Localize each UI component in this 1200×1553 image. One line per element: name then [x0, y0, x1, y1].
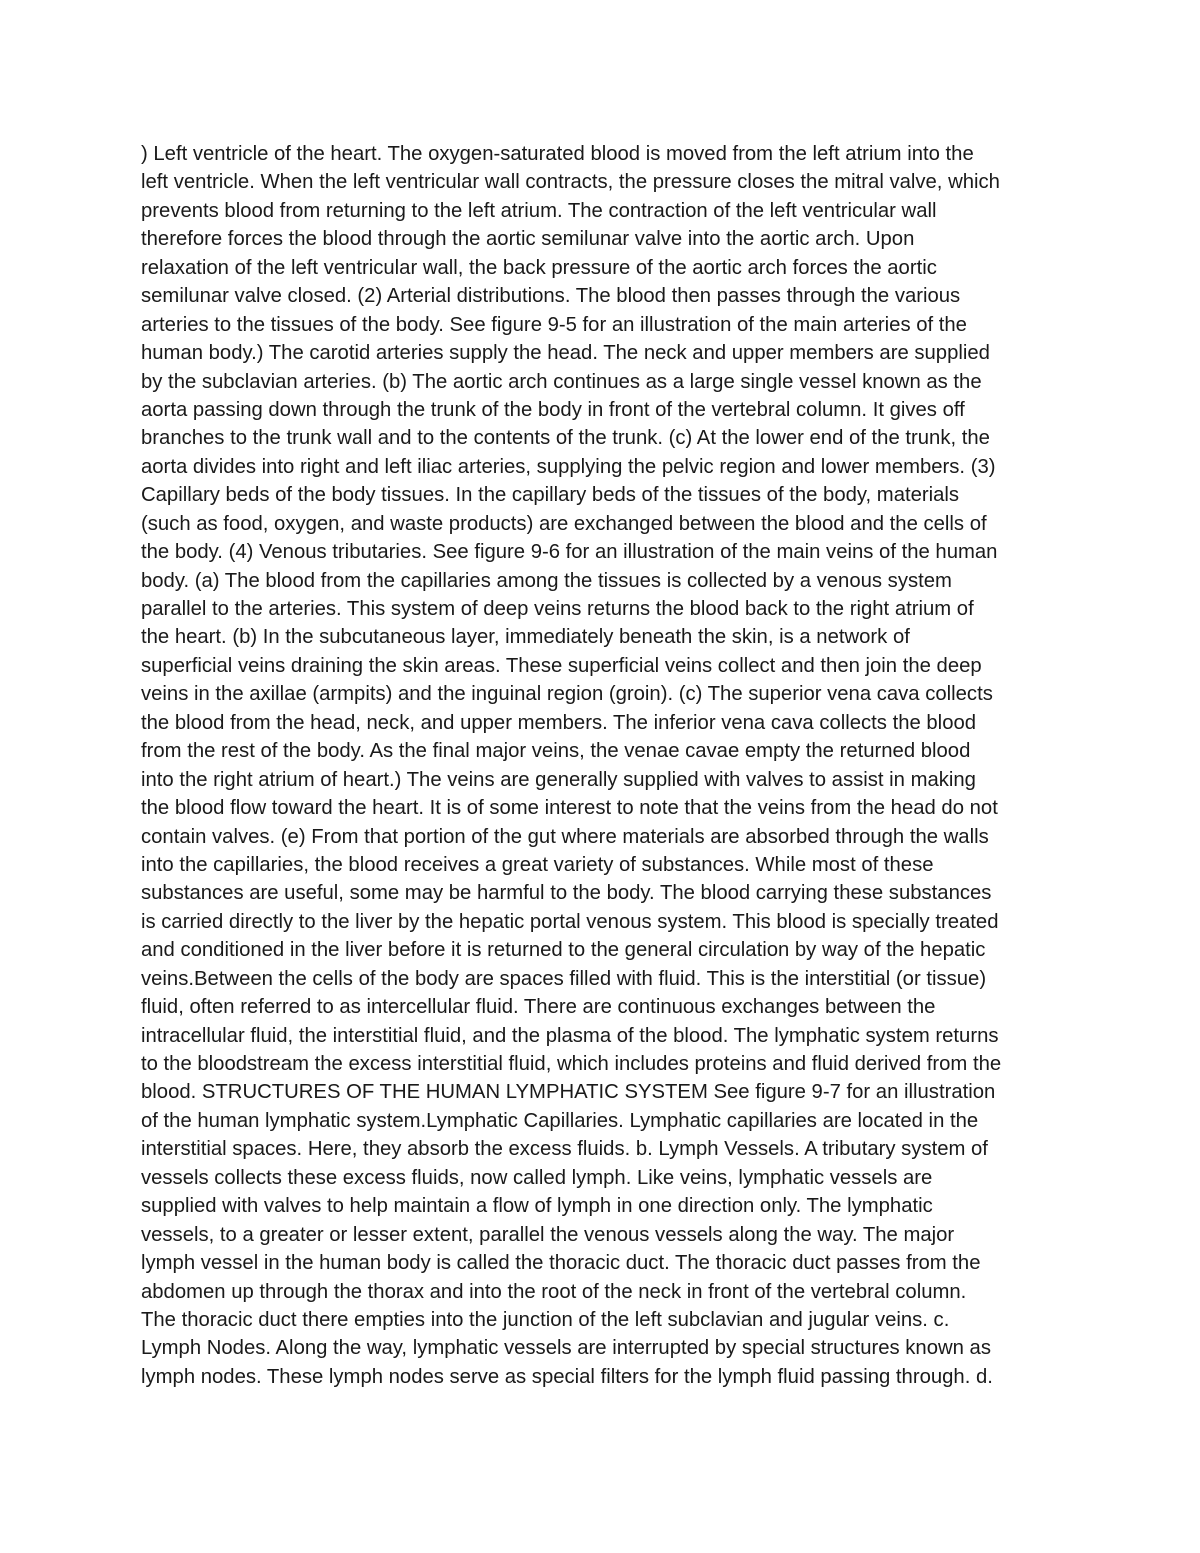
text-line: human body.) The carotid arteries supply the head. The neck and upper members are supplied	[141, 342, 990, 365]
text-line: branches to the trunk wall and to the contents of the trunk. (c) At the lower end of the trunk, the	[141, 427, 990, 450]
text-line: lymph vessel in the human body is called the thoracic duct. The thoracic duct passes from the	[141, 1252, 981, 1275]
text-line: Capillary beds of the body tissues. In the capillary beds of the tissues of the body, materials	[141, 484, 960, 507]
text-line: lymph nodes. These lymph nodes serve as special filters for the lymph fluid passing through. d.	[141, 1365, 993, 1388]
text-line: the blood from the head, neck, and upper members. The inferior vena cava collects the blood	[141, 711, 977, 734]
text-line: to the bloodstream the excess interstitial fluid, which includes proteins and fluid derived from the	[141, 1053, 1002, 1075]
text-line: fluid, often referred to as intercellular fluid. There are continuous exchanges between the	[141, 996, 936, 1019]
text-line: of the human lymphatic system.Lymphatic Capillaries. Lymphatic capillaries are located in the	[141, 1109, 979, 1132]
text-line: veins in the axillae (armpits) and the inguinal region (groin). (c) The superior vena cava collects	[141, 683, 993, 706]
text-line: supplied with valves to help maintain a flow of lymph in one direction only. The lymphatic	[141, 1195, 933, 1218]
text-line: semilunar valve closed. (2) Arterial distributions. The blood then passes through the various	[141, 285, 961, 308]
text-line: into the capillaries, the blood receives a great variety of substances. While most of these	[141, 853, 934, 876]
text-line: the body. (4) Venous tributaries. See figure 9-6 for an illustration of the main veins of the human	[141, 541, 998, 564]
body-paragraph	[141, 140, 1071, 1391]
text-line: from the rest of the body. As the final major veins, the venae cavae empty the returned blood	[141, 740, 971, 763]
text-line: and conditioned in the liver before it is returned to the general circulation by way of the hepatic	[141, 939, 986, 962]
text-line: vessels, to a greater or lesser extent, parallel the venous vessels along the way. The major	[141, 1223, 955, 1246]
text-line: intracellular fluid, the interstitial fluid, and the plasma of the blood. The lymphatic system returns	[141, 1024, 999, 1047]
text-line: blood. STRUCTURES OF THE HUMAN LYMPHATIC SYSTEM See figure 9-7 for an illustration	[141, 1081, 996, 1104]
text-line: The thoracic duct there empties into the junction of the left subclavian and jugular veins. c.	[141, 1308, 950, 1331]
text-line: relaxation of the left ventricular wall, the back pressure of the aortic arch forces the aortic	[141, 256, 937, 279]
text-line: left ventricle. When the left ventricular wall contracts, the pressure closes the mitral valve, which	[141, 171, 1000, 194]
text-line: Lymph Nodes. Along the way, lymphatic vessels are interrupted by special structures known as	[141, 1337, 991, 1360]
text-line: contain valves. (e) From that portion of the gut where materials are absorbed through the walls	[141, 825, 989, 848]
text-line: interstitial spaces. Here, they absorb the excess fluids. b. Lymph Vessels. A tributary system of	[141, 1138, 988, 1161]
text-line: aorta divides into right and left iliac arteries, supplying the pelvic region and lower members. (3)	[141, 455, 996, 478]
text-line: by the subclavian arteries. (b) The aortic arch continues as a large single vessel known as the	[141, 370, 982, 393]
text-line: superficial veins draining the skin areas. These superficial veins collect and then join the deep	[141, 654, 982, 677]
text-line: is carried directly to the liver by the hepatic portal venous system. This blood is specially treated	[141, 910, 999, 933]
text-line: the heart. (b) In the subcutaneous layer, immediately beneath the skin, is a network of	[141, 626, 910, 649]
text-line: body. (a) The blood from the capillaries among the tissues is collected by a venous system	[141, 569, 952, 592]
text-line: (such as food, oxygen, and waste products) are exchanged between the blood and the cells of	[141, 512, 987, 535]
text-line: arteries to the tissues of the body. See figure 9-5 for an illustration of the main arteries of the	[141, 313, 967, 336]
text-line: prevents blood from returning to the left atrium. The contraction of the left ventricular wall	[141, 199, 937, 222]
text-line: substances are useful, some may be harmful to the body. The blood carrying these substances	[141, 882, 992, 905]
text-line: therefore forces the blood through the aortic semilunar valve into the aortic arch. Upon	[141, 228, 915, 251]
text-line: aorta passing down through the trunk of the body in front of the vertebral column. It gives off	[141, 398, 965, 421]
text-line: vessels collects these excess fluids, now called lymph. Like veins, lymphatic vessels are	[141, 1166, 933, 1189]
text-line: abdomen up through the thorax and into the root of the neck in front of the vertebral column.	[141, 1280, 967, 1303]
text-line: ) Left ventricle of the heart. The oxygen-saturated blood is moved from the left atrium into the	[141, 143, 974, 165]
text-line: parallel to the arteries. This system of deep veins returns the blood back to the right atrium of	[141, 598, 974, 620]
text-line: veins.Between the cells of the body are spaces filled with fluid. This is the interstitial (or tissue)	[141, 967, 987, 990]
text-line: the blood flow toward the heart. It is of some interest to note that the veins from the head do not	[141, 797, 998, 820]
text-line: into the right atrium of heart.) The veins are generally supplied with valves to assist in making	[141, 768, 976, 791]
